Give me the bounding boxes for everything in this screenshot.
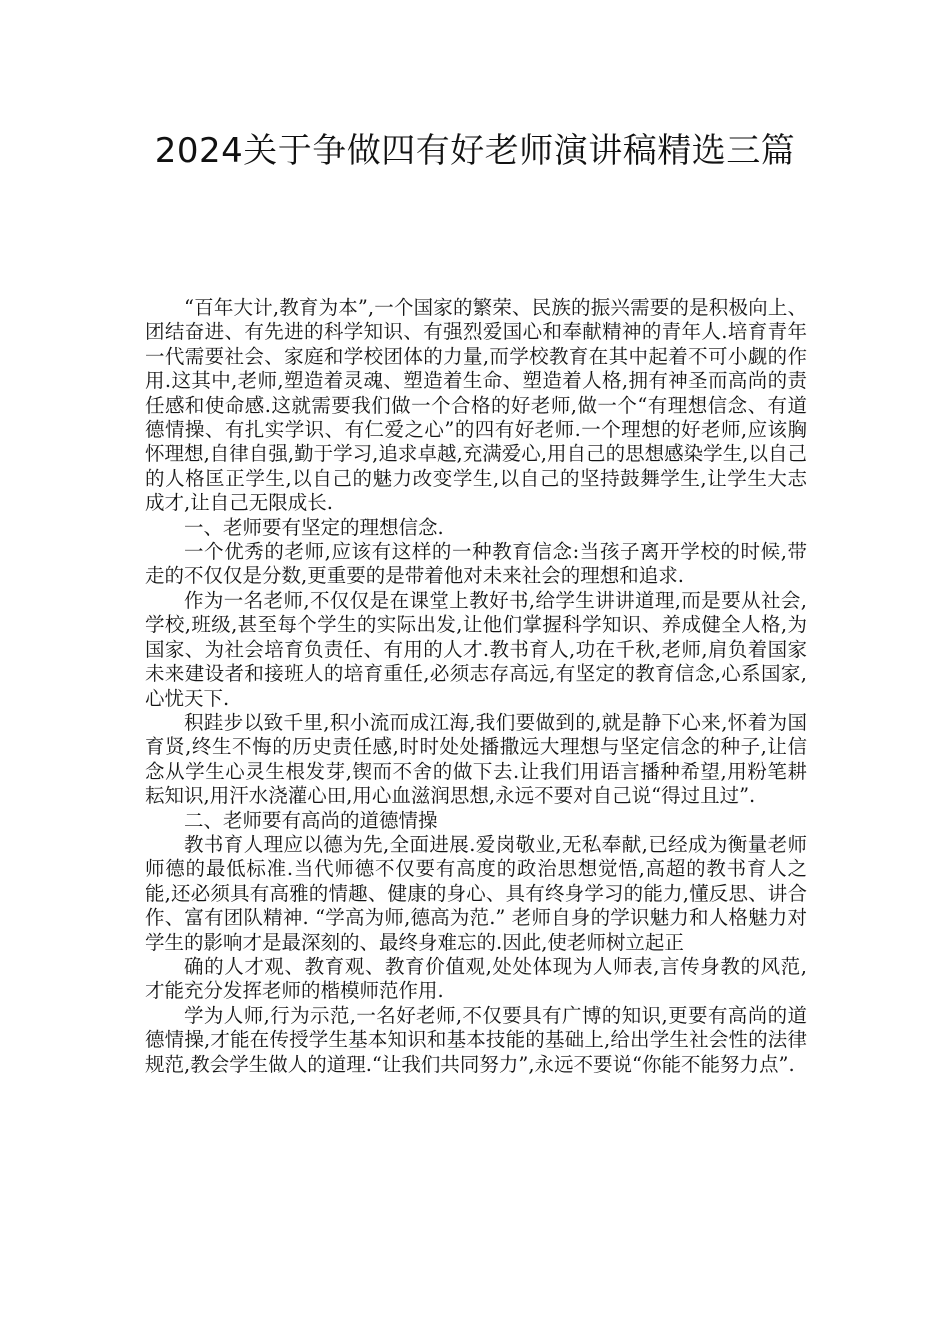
paragraph: 作为一名老师,不仅仅是在课堂上教好书,给学生讲讲道理,而是要从社会,学校,班级,甚至每个学生的实际出发,让他们掌握科学知识、养成健全人格,为国家、为社会培育负责任、有用的人才.教书育人,功在千秋,老师,肩负着国家未来建设者和接班人的培育重任,必须志存高远,有坚定的教育信念,心系国家,心忧天下. — [145, 588, 807, 710]
paragraph: 确的人才观、教育观、教育价值观,处处体现为人师表,言传身教的风范,才能充分发挥老师的楷模师范作用. — [145, 954, 807, 1003]
section-heading-2: 二、老师要有高尚的道德情操 — [184, 808, 438, 832]
paragraph: 一个优秀的老师,应该有这样的一种教育信念:当孩子离开学校的时候,带走的不仅仅是分数,更重要的是带着他对未来社会的理想和追求. — [145, 540, 807, 588]
section-heading-1: 一、老师要有坚定的理想信念. — [184, 515, 444, 539]
paragraph: 教书育人理应以德为先,全面进展.爱岗敬业,无私奉献,已经成为衡量老师师德的最低标准.当代师德不仅要有高度的政治思想觉悟,高超的教书育人之能,还必须具有高雅的情趣、健康的身心、具有终身学习的能力,懂反思、讲合作、富有团队精神. “学高为师,德高为范.” 老师自身的学识魅力和人格魅力对学生的影响才是最深刻的、最终身难忘的.因此,使老师树立起正 — [145, 832, 807, 954]
document-body — [145, 296, 807, 1077]
document-title: 2024关于争做四有好老师演讲稿精选三篇 — [154, 131, 796, 171]
paragraph: 积跬步以致千里,积小流而成江海,我们要做到的,就是静下心来,怀着为国育贤,终生不悔的历史责任感,时时处处播撒远大理想与坚定信念的种子,让信念从学生心灵生根发芽,锲而不舍的做下去.让我们用语言播种希望,用粉笔耕耘知识,用汗水浇灌心田,用心血滋润思想,永远不要对自己说“得过且过”. — [145, 710, 807, 808]
paragraph: 学为人师,行为示范,一名好老师,不仅要具有广博的知识,更要有高尚的道德情操,才能在传授学生基本知识和基本技能的基础上,给出学生社会性的法律规范,教会学生做人的道理.“让我们共同努力”,永远不要说“你能不能努力点”. — [145, 1003, 807, 1076]
paragraph-intro: “百年大计,教育为本”,一个国家的繁荣、民族的振兴需要的是积极向上、团结奋进、有先进的科学知识、有强烈爱国心和奉献精神的青年人.培育青年一代需要社会、家庭和学校团体的力量,而学校教育在其中起着不可小觑的作用.这其中,老师,塑造着灵魂、塑造着生命、塑造着人格,拥有神圣而高尚的责任感和使命感.这就需要我们做一个合格的好老师,做一个“有理想信念、有道德情操、有扎实学识、有仁爱之心”的四有好老师.一个理想的好老师,应该胸怀理想,自律自强,勤于学习,追求卓越,充满爱心,用自己的思想感染学生,以自己的人格匡正学生,以自己的魅力改变学生,以自己的坚持鼓舞学生,让学生大志成才,让自己无限成长. — [145, 296, 807, 515]
